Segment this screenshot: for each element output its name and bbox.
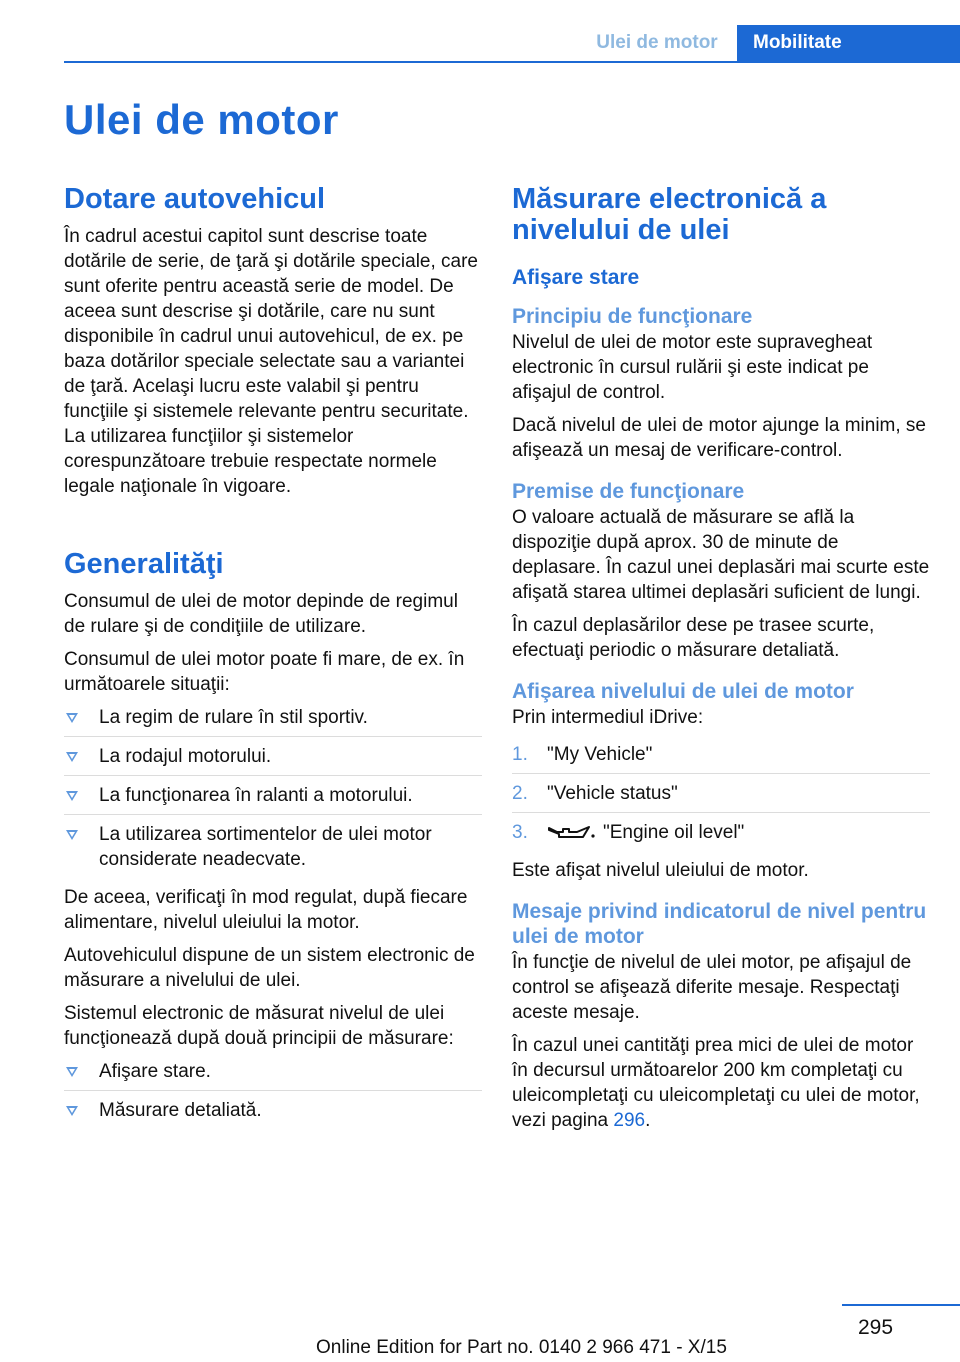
list-item: La funcţionarea în ralanti a motorului.	[64, 783, 482, 815]
list-item: Măsurare detaliată.	[64, 1098, 482, 1129]
general-paragraph-1: Consumul de ulei de motor depinde de regimul de rulare şi de condiţiile de utilizare.	[64, 591, 458, 637]
principle-paragraph-1: Nivelul de ulei de motor este supravegheat electronic în cursul rulării şi este indicat pe afişajul de control.	[512, 332, 873, 403]
header-tab-chapter[interactable]: Mobilitate	[737, 25, 960, 61]
principles-list	[64, 1059, 482, 1129]
step-number: 1.	[512, 744, 528, 765]
step-number: 3.	[512, 822, 528, 843]
subsection-heading-status: Afişare stare	[512, 266, 640, 289]
menu-path-vehicle-status: "Vehicle status"	[547, 783, 678, 804]
triangle-bullet-icon	[66, 830, 78, 840]
section-heading-equipment: Dotare autovehicul	[64, 183, 326, 215]
left-column	[64, 184, 482, 1136]
menu-path-my-vehicle: "My Vehicle"	[547, 744, 653, 765]
right-column	[512, 184, 930, 1141]
list-item: La rodajul motorului.	[64, 744, 482, 776]
list-item: La regim de rulare în stil sportiv.	[64, 705, 482, 737]
page-title: Ulei de motor	[64, 96, 339, 143]
triangle-bullet-icon	[66, 713, 78, 723]
general-paragraph-2: Consumul de ulei motor poate fi mare, de ex. în următoarele situaţii:	[64, 649, 465, 695]
equipment-paragraph: În cadrul acestui capitol sunt descrise toate dotările de serie, de ţară şi dotările speciale, care sunt oferite pentru această serie de model. De aceea sunt descrise şi dotările, care nu sunt disponibile în cadrul unui autovehicul, de ex. pe baza dotărilor speciale selectate sau a variantei de ţară. Acelaşi lucru este valabil şi pentru funcţiile şi sistemele relevante pentru securitate. La utilizarea funcţiilor şi sistemelor corespunzătoare trebuie respectate normele legale naţionale în vigoare.	[64, 226, 479, 497]
list-item	[512, 820, 930, 851]
oil-can-icon	[547, 824, 595, 840]
triangle-bullet-icon	[66, 752, 78, 762]
menu-path-engine-oil-level: "Engine oil level"	[603, 822, 745, 843]
general-paragraph-5: Sistemul electronic de măsurat nivelul de ulei funcţionează după două principii de măsurare:	[64, 1003, 454, 1049]
heading-prerequisites: Premise de funcţionare	[512, 480, 745, 503]
messages-paragraph-1: În funcţie de nivelul de ulei motor, pe afişajul de control se afişează diferite mesaje. Respectaţi aceste mesaje.	[512, 952, 912, 1023]
step-number: 2.	[512, 783, 528, 804]
page-reference-link[interactable]: 296	[613, 1110, 646, 1131]
section-heading-general: Generalităţi	[64, 548, 224, 580]
prerequisites-paragraph-2: În cazul deplasărilor dese pe trasee scurte, efectuaţi periodic o măsurare detaliată.	[512, 615, 875, 661]
consumption-list	[64, 705, 482, 878]
oil-level-shown-paragraph: Este afişat nivelul uleiului de motor.	[512, 860, 809, 881]
triangle-bullet-icon	[66, 791, 78, 801]
list-item	[512, 742, 930, 774]
footer-divider	[842, 1304, 960, 1306]
header-divider	[64, 61, 960, 63]
edition-footer: Online Edition for Part no. 0140 2 966 471 - X/15	[316, 1337, 727, 1358]
idrive-steps	[512, 742, 930, 851]
general-paragraph-4: Autovehiculul dispune de un sistem electronic de măsurare a nivelului de ulei.	[64, 945, 475, 991]
list-item: La utilizarea sortimentelor de ulei motor considerate neadecvate.	[64, 822, 482, 878]
list-item	[512, 781, 930, 813]
heading-messages: Mesaje privind indicatorul de nivel pentru ulei de motor	[512, 900, 927, 948]
page-number: 295	[858, 1316, 894, 1339]
heading-display-oil-level: Afişarea nivelului de ulei de motor	[512, 680, 854, 703]
section-heading-electronic: Măsurare electronică a nivelului de ulei	[512, 183, 827, 246]
general-paragraph-3: De aceea, verificaţi în mod regulat, după fiecare alimentare, nivelul uleiului la motor.	[64, 887, 468, 933]
header-tab-section[interactable]: Ulei de motor	[596, 32, 718, 53]
idrive-paragraph: Prin intermediul iDrive:	[512, 707, 704, 728]
messages-paragraph-2: În cazul unei cantităţi prea mici de ulei de motor în decursul următoarelor 200 km completaţi cu uleicompletaţi cu uleicompletaţi cu ulei de motor, vezi pagina 296.	[512, 1035, 920, 1131]
triangle-bullet-icon	[66, 1067, 78, 1077]
prerequisites-paragraph-1: O valoare actuală de măsurare se află la dispoziţie după aprox. 30 de minute de deplasare. În cazul unei deplasări mai scurte este afişată starea ultimei deplasări suficient de lungi.	[512, 507, 930, 603]
list-item: Afişare stare.	[64, 1059, 482, 1091]
heading-principle: Principiu de funcţionare	[512, 305, 753, 328]
triangle-bullet-icon	[66, 1106, 78, 1116]
principle-paragraph-2: Dacă nivelul de ulei de motor ajunge la minim, se afişează un mesaj de verificare-control.	[512, 415, 926, 461]
